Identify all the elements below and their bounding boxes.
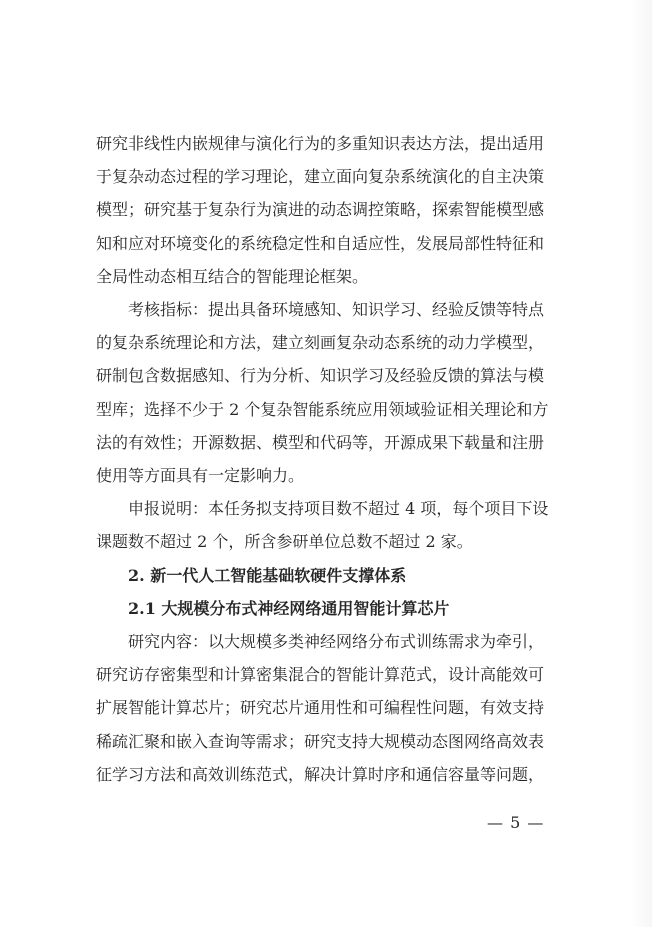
text-line: 考核指标：提出具备环境感知、知识学习、经验反馈等特点 [128,300,545,320]
text-line: 研究内容：以大规模多类神经网络分布式训练需求为牵引， [128,632,545,652]
text-line: 知和应对环境变化的系统稳定性和自适应性，发展局部性特征和 [96,233,545,253]
text-line: 申报说明：本任务拟支持项目数不超过 4 项，每个项目下设 [128,499,549,519]
paragraph-research-content-continued [96,127,562,293]
text-line: 模型；研究基于复杂行为演进的动态调控策略，探索智能模型感 [96,200,545,220]
paragraph-research-content [96,625,562,791]
text-line: 稀疏汇聚和嵌入查询等需求；研究支持大规模动态图网络高效表 [96,731,545,751]
paragraph-application-notes [96,492,562,558]
text-line: 型库；选择不少于 2 个复杂智能系统应用领域验证相关理论和方 [96,399,549,419]
text-line: 研制包含数据感知、行为分析、知识学习及经验反馈的算法与模 [96,366,545,386]
page-number: — 5 — [487,813,545,832]
text-line: 研究访存密集型和计算密集混合的智能计算范式，设计高能效可 [96,665,545,685]
text-line: 征学习方法和高效训练范式，解决计算时序和通信容量等问题， [96,764,545,784]
text-line: 于复杂动态过程的学习理论，建立面向复杂系统演化的自主决策 [96,167,545,187]
text-line: 课题数不超过 2 个，所含参研单位总数不超过 2 家。 [96,532,473,552]
text-line: 扩展智能计算芯片；研究芯片通用性和可编程性问题，有效支持 [96,698,545,718]
text-line: 使用等方面具有一定影响力。 [96,466,305,486]
paragraph-assessment-indicators [96,293,562,492]
subsection-heading: 2.1 大规模分布式神经网络通用智能计算芯片 [128,598,450,618]
text-line: 全局性动态相互结合的智能理论框架。 [96,266,369,286]
text-line: 的复杂系统理论和方法，建立刻画复杂动态系统的动力学模型， [96,333,545,353]
text-line: 法的有效性；开源数据、模型和代码等，开源成果下载量和注册 [96,432,545,452]
document-body [96,127,562,791]
section-heading: 2. 新一代人工智能基础软硬件支撑体系 [128,565,407,585]
text-line: 研究非线性内嵌规律与演化行为的多重知识表达方法，提出适用 [96,134,545,153]
scan-shadow [630,0,652,927]
